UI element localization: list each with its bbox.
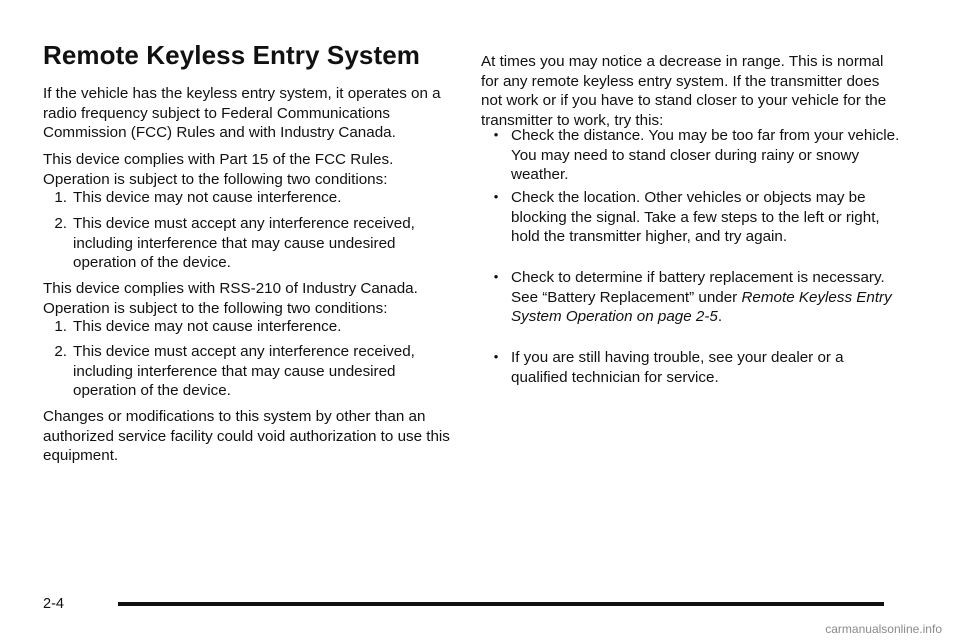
bullet-item bbox=[481, 188, 901, 247]
bullet-text: Check the distance. You may be too far from your vehicle. You may need to stand closer during rainy or snowy weather. bbox=[511, 127, 900, 183]
footer-rule bbox=[118, 602, 884, 606]
bullet-icon: • bbox=[493, 127, 499, 142]
paragraph: This device complies with Part 15 of the FCC Rules. Operation is subject to the following two conditions: bbox=[43, 151, 394, 188]
bullet-icon: • bbox=[493, 349, 499, 364]
page-title: Remote Keyless Entry System bbox=[43, 40, 420, 70]
bullet-text bbox=[511, 268, 901, 327]
bullet-icon: • bbox=[493, 269, 499, 284]
cross-reference-link[interactable]: Remote Keyless Entry System Operation on page 2-5 bbox=[511, 288, 892, 325]
item-number: 2. bbox=[54, 215, 67, 232]
bullet-item bbox=[481, 348, 901, 387]
bullet-text: If you are still having trouble, see your dealer or a qualified technician for service. bbox=[511, 349, 844, 386]
bullet-text-part: Check to determine if battery replacement is necessary. See “Battery Replacement” under bbox=[511, 269, 885, 306]
item-number: 1. bbox=[54, 318, 67, 335]
item-number: 2. bbox=[54, 343, 67, 360]
page-number: 2-4 bbox=[43, 596, 64, 612]
bullet-item bbox=[481, 126, 901, 185]
paragraph: If the vehicle has the keyless entry system, it operates on a radio frequency subject to Federal Communications Commission (FCC) Rules and with Industry Canada. bbox=[43, 85, 441, 141]
item-text: This device must accept any interference received, including interference that may cause undesired operation of the device. bbox=[73, 343, 415, 399]
bullet-text-part: . bbox=[717, 308, 723, 325]
paragraph: Changes or modifications to this system by other than an authorized service facility could void authorization to use this equipment. bbox=[43, 408, 450, 464]
numbered-item bbox=[43, 317, 453, 337]
paragraph: At times you may notice a decrease in range. This is normal for any remote keyless entry system. If the transmitter does not work or if you have to stand closer to your vehicle for the transmitter to work, try this: bbox=[481, 53, 887, 129]
bullet-text: Check the location. Other vehicles or objects may be blocking the signal. Take a few steps to the left or right, hold the transmitter higher, and try again. bbox=[511, 189, 880, 245]
item-text: This device may not cause interference. bbox=[73, 318, 342, 335]
numbered-item bbox=[43, 214, 453, 273]
numbered-item bbox=[43, 188, 453, 208]
item-text: This device may not cause interference. bbox=[73, 189, 342, 206]
bullet-icon: • bbox=[493, 189, 499, 204]
item-number: 1. bbox=[54, 189, 67, 206]
paragraph: This device complies with RSS-210 of Industry Canada. Operation is subject to the following two conditions: bbox=[43, 280, 418, 317]
numbered-item bbox=[43, 342, 453, 401]
bullet-item bbox=[481, 268, 901, 327]
watermark: carmanualsonline.info bbox=[825, 622, 942, 636]
item-text: This device must accept any interference received, including interference that may cause undesired operation of the device. bbox=[73, 215, 415, 271]
